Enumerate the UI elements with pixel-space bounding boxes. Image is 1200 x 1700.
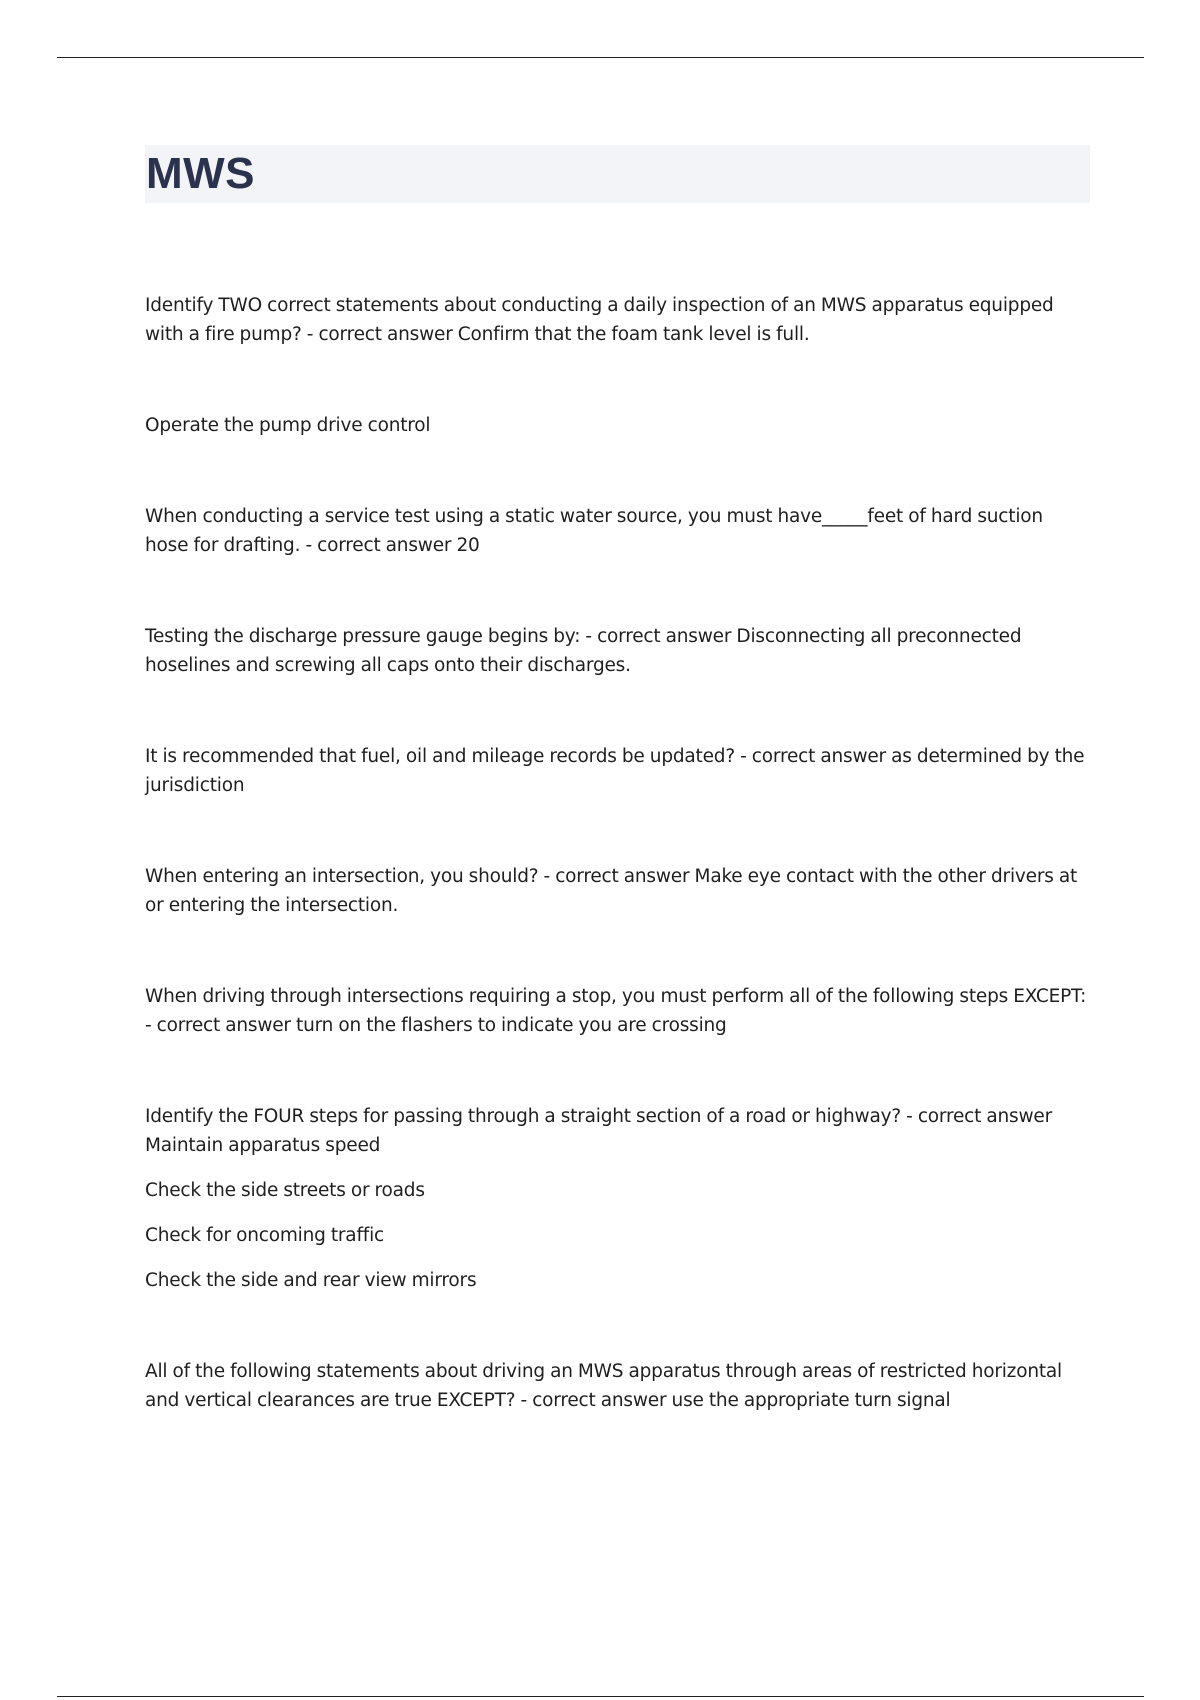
qa-entry-9: All of the following statements about driving an MWS apparatus through areas of restricted horizontal and vertical clearances are true EXCEPT? - correct answer use the appropriate turn signal [145,1361,1062,1411]
qa-entry-4: Testing the discharge pressure gauge begins by: - correct answer Disconnecting all preconnected hoselines and screwing all caps onto their discharges. [145,626,1022,676]
bottom-rule [57,1696,1144,1697]
qa-entry-1: Identify TWO correct statements about conducting a daily inspection of an MWS apparatus equipped with a fire pump? - correct answer Confirm that the foam tank level is full. [145,295,1054,345]
title-band [145,145,1090,203]
top-rule [57,57,1144,58]
qa-entry-8: Identify the FOUR steps for passing through a straight section of a road or highway? - correct answer Maintain apparatus speed [145,1106,1053,1156]
qa-entry-8-step-3: Check for oncoming traffic [145,1225,384,1246]
qa-entry-2: Operate the pump drive control [145,415,431,436]
document-title: MWS [146,149,256,198]
qa-entry-7: When driving through intersections requiring a stop, you must perform all of the following steps EXCEPT: - correct answer turn on the flashers to indicate you are crossing [145,986,1087,1036]
qa-entry-5: It is recommended that fuel, oil and mileage records be updated? - correct answer as determined by the jurisdiction [145,746,1085,796]
qa-list [145,291,1090,1415]
qa-entry-8-step-4: Check the side and rear view mirrors [145,1270,477,1291]
qa-entry-6: When entering an intersection, you should? - correct answer Make eye contact with the other drivers at or entering the intersection. [145,866,1078,916]
qa-entry-8-step-2: Check the side streets or roads [145,1180,425,1201]
document-page [145,145,1090,1415]
qa-entry-3: When conducting a service test using a static water source, you must have_____feet of hard suction hose for drafting. - correct answer 20 [145,506,1043,556]
